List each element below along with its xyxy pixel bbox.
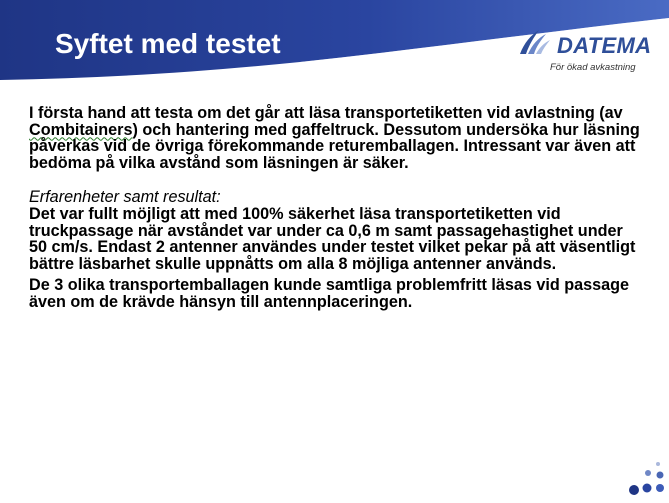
datema-logo: [517, 28, 657, 80]
intro-text-start: I första hand att testa om det går att läsa transportetiketten vid avlastning (av: [29, 104, 623, 122]
spellcheck-word: Combitainers: [29, 120, 133, 139]
decorative-dots: [622, 458, 666, 500]
results-paragraph: Det var fullt möjligt att med 100% säkerhet läsa transportetiketten vid truckpassage när avståndet var under ca 0,6 m samt passagehastighet under 50 cm/s. Endast 2 antenner användes under testet vilket pekar på att väsentligt bättre läsbarhet skulle uppnåtts om alla 8 möjliga antenner används.: [29, 204, 636, 273]
intro-text-end: ) och hantering med gaffeltruck. Dessutom undersöka hur läsning påverkas vid de övriga förekommande returemballagen. Intressant var även att bedöma på vilka avstånd som läsningen är säker.: [29, 120, 640, 172]
slide-title: Syftet med testet: [55, 28, 281, 59]
intro-paragraph: [29, 105, 644, 171]
results-heading: Erfarenheter samt resultat:: [29, 188, 221, 207]
brand-name: DATEMA: [557, 33, 652, 58]
packaging-paragraph: De 3 olika transportemballagen kunde samtliga problemfritt läsas vid passage även om de krävde hänsyn till antennplaceringen.: [29, 276, 630, 311]
brand-tagline: För ökad avkastning: [550, 62, 636, 73]
slide-body: [29, 105, 644, 311]
datema-swoosh-icon: [517, 28, 551, 56]
